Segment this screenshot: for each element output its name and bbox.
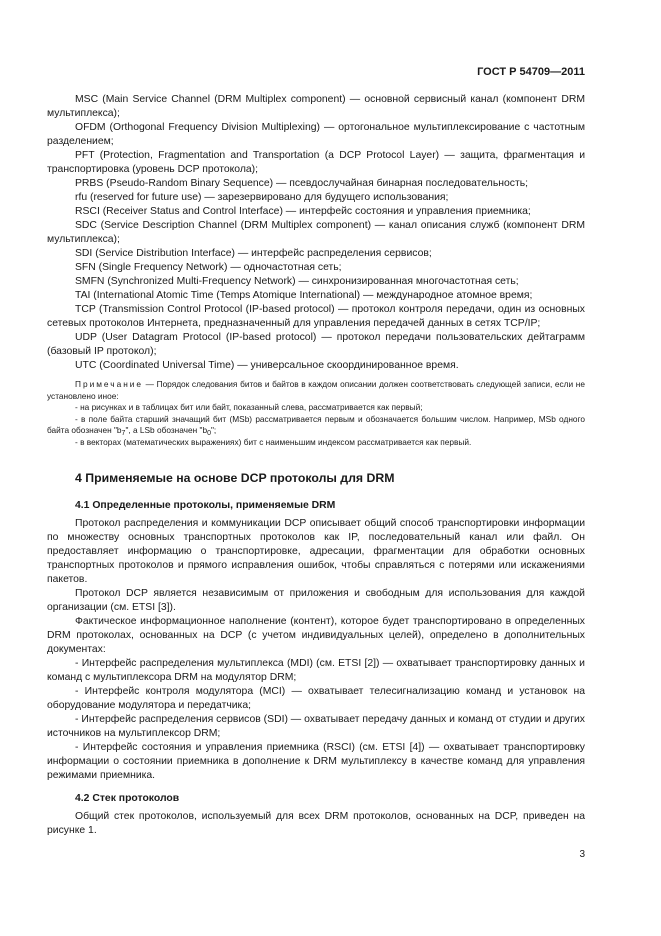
- section-4-2-title: 4.2 Стек протоколов: [75, 793, 180, 804]
- definition-rsci: RSCI (Receiver Status and Control Interface) — интерфейс состояния и управления приемника;: [75, 206, 531, 217]
- note-label: Примечание: [75, 379, 144, 389]
- definition-tcp: TCP (Transmission Control Protocol (IP-based protocol) — протокол контроля передачи, один из основных сетевых протоколов Интернета, предназначенный для управления передачей данных в сетях TCP/IP;: [47, 304, 585, 329]
- page-number: 3: [579, 849, 585, 860]
- note-block: [47, 379, 585, 448]
- definition-pft: PFT (Protection, Fragmentation and Transportation (a DCP Protocol Layer) — защита, фрагментация и транспортировка (уровень DCP протокола);: [47, 150, 585, 175]
- section-4-2-paragraph: Общий стек протоколов, используемый для всех DRM протоколов, основанных на DCP, приведен на рисунке 1.: [47, 811, 585, 836]
- note-item-2: [47, 414, 585, 437]
- definition-rfu: rfu (reserved for future use) — зарезервировано для будущего использования;: [75, 192, 449, 203]
- definition-prbs: PRBS (Pseudo-Random Binary Sequence) — псевдослучайная бинарная последовательность;: [75, 178, 529, 189]
- section-4-1-list-item-mci: - Интерфейс контроля модулятора (MCI) — охватывает телесигнализацию команд и установок на оборудование модулятора и передатчика;: [47, 686, 585, 711]
- section-4-1-paragraph-3: Фактическое информационное наполнение (контент), которое будет транспортировано в определенных DRM протоколах, основанных на DCP (с учетом индивидуальных целей), определено в дополнительных документах:: [47, 616, 585, 655]
- definition-ofdm: OFDM (Orthogonal Frequency Division Multiplexing) — ортогональное мультиплексирование с частотным разделением;: [47, 122, 585, 147]
- definition-smfn: SMFN (Synchronized Multi-Frequency Network) — синхронизированная многочастотная сеть;: [75, 276, 519, 287]
- definition-sdc: SDC (Service Description Channel (DRM Multiplex component) — канал описания служб (компонент DRM мультиплекса);: [47, 220, 585, 245]
- note-item-2-part-b: ", а LSb обозначен "b: [125, 425, 208, 435]
- note-item-3: - в векторах (математических выражениях) бит с наименьшим индексом рассматривается как первый.: [75, 436, 472, 447]
- document-id: ГОСТ Р 54709—2011: [477, 66, 585, 78]
- section-4-title: 4 Применяемые на основе DCP протоколы для DRM: [75, 471, 395, 485]
- section-4-1-paragraph-2: Протокол DCP является независимым от приложения и свободным для использования для каждой организации (см. ETSI [3]).: [47, 588, 585, 613]
- note-item-2-part-a: - в поле байта старший значащий бит (MSb) рассматривается первым и обозначается большим числом. Например, MSb одного байта обозначен "b: [47, 413, 585, 435]
- section-4-1-list-item-mdi: - Интерфейс распределения мультиплекса (MDI) (см. ETSI [2]) — охватывает транспортировку данных и команд с мультиплексора DRM на модулятор DRM;: [47, 658, 585, 683]
- definition-sfn: SFN (Single Frequency Network) — одночастотная сеть;: [75, 262, 342, 273]
- note-item-2-part-c: ";: [210, 425, 217, 435]
- section-4-1-list-item-rsci: - Интерфейс состояния и управления приемника (RSCI) (см. ETSI [4]) — охватывает транспортировку информации о состоянии приемника в дополнение к DRM мультиплексу в качестве команд для управления режимами приемника.: [47, 742, 585, 781]
- note-intro: [47, 379, 585, 402]
- definition-udp: UDP (User Datagram Protocol (IP-based protocol) — протокол передачи пользовательских дейтаграмм (базовый IP протокол);: [47, 332, 585, 357]
- definition-sdi: SDI (Service Distribution Interface) — интерфейс распределения сервисов;: [75, 248, 432, 259]
- page-body: [47, 93, 585, 838]
- section-4-1-title: 4.1 Определенные протоколы, применяемые DRM: [75, 500, 336, 511]
- definition-utc: UTC (Coordinated Universal Time) — универсальное скоординированное время.: [75, 360, 459, 371]
- definition-tai: TAI (International Atomic Time (Temps Atomique International) — международное атомное время;: [75, 290, 533, 301]
- section-4-1-list-item-sdi: - Интерфейс распределения сервисов (SDI) — охватывает передачу данных и команд от студии и других источников на мультиплексор DRM;: [47, 714, 585, 739]
- note-item-2-sub-7: 7: [121, 430, 126, 437]
- note-intro-text: — Порядок следования битов и байтов в каждом описании должен соответствовать следующей записи, если не установлено иное:: [47, 379, 585, 401]
- note-item-2-sub-0: 0: [207, 430, 211, 437]
- definition-msc: MSC (Main Service Channel (DRM Multiplex component) — основной сервисный канал (компонент DRM мультиплекса);: [47, 94, 585, 119]
- section-4-1-paragraph-1: Протокол распределения и коммуникации DCP описывает общий способ транспортировки информации по множеству основных транспортных протоколов как IP, последовательный канал или файл. Он предоставляет информацию о транспортировке, адресации, фрагментации для обработки основных транспортных протоколов и прямого исправления ошибок, чтобы справляться с потерями или искажениями пакетов.: [47, 518, 585, 585]
- note-item-1: - на рисунках и в таблицах бит или байт, показанный слева, рассматривается как первый;: [75, 402, 423, 412]
